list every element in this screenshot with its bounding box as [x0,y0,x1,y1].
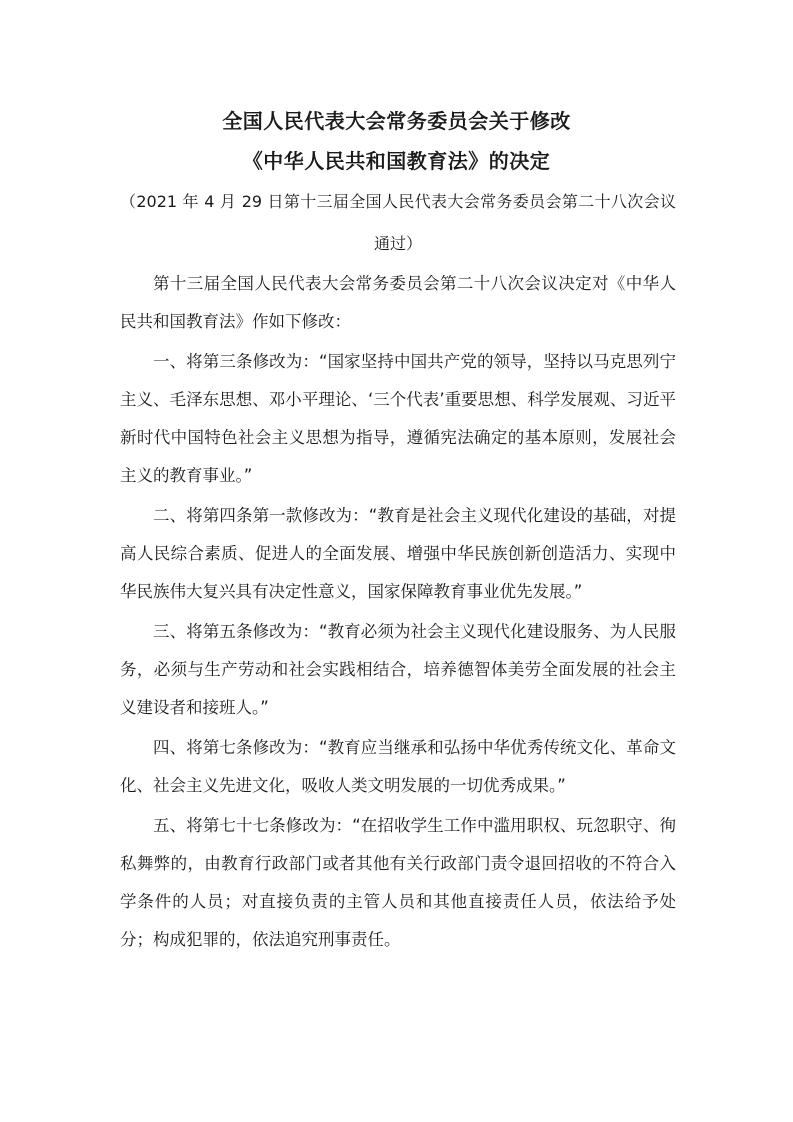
paragraph-amendment-3: 三、将第五条修改为：“教育必须为社会主义现代化建设服务、为人民服务，必须与生产劳动和社会实践相结合，培养德智体美劳全面发展的社会主义建设者和接班人。” [120,622,676,717]
paragraph-amendment-5: 五、将第七十七条修改为：“在招收学生工作中滥用职权、玩忽职守、徇私舞弊的，由教育行政部门或者其他有关行政部门责令退回招收的不符合入学条件的人员；对直接负责的主管人员和其他直接责任人员，依法给予处分；构成犯罪的，依法追究刑事责任。 [120,816,676,949]
paragraph-amendment-4: 四、将第七条修改为：“教育应当继承和弘扬中华优秀传统文化、革命文化、社会主义先进文化，吸收人类文明发展的一切优秀成果。” [120,738,676,795]
document-title-line-1: 全国人民代表大会常务委员会关于修改 [222,109,571,133]
paragraph-amendment-2: 二、将第四条第一款修改为：“教育是社会主义现代化建设的基础，对提高人民综合素质、促进人的全面发展、增强中华民族创新创造活力、实现中华民族伟大复兴具有决定性意义，国家保障教育事业优先发展。” [120,506,676,601]
adoption-note: （2021 年 4 月 29 日第十三届全国人民代表大会常务委员会第二十八次会议通过） [120,192,676,253]
document-title-line-2: 《中华人民共和国教育法》的决定 [242,149,551,173]
document-body [120,265,676,961]
paragraph-intro: 第十三届全国人民代表大会常务委员会第二十八次会议决定对《中华人民共和国教育法》作如下修改： [120,274,676,331]
paragraph-amendment-1: 一、将第三条修改为：“国家坚持中国共产党的领导，坚持以马克思列宁主义、毛泽东思想、邓小平理论、‘三个代表’重要思想、科学发展观、习近平新时代中国特色社会主义思想为指导，遵循宪法确定的基本原则，发展社会主义的教育事业。” [120,352,676,485]
